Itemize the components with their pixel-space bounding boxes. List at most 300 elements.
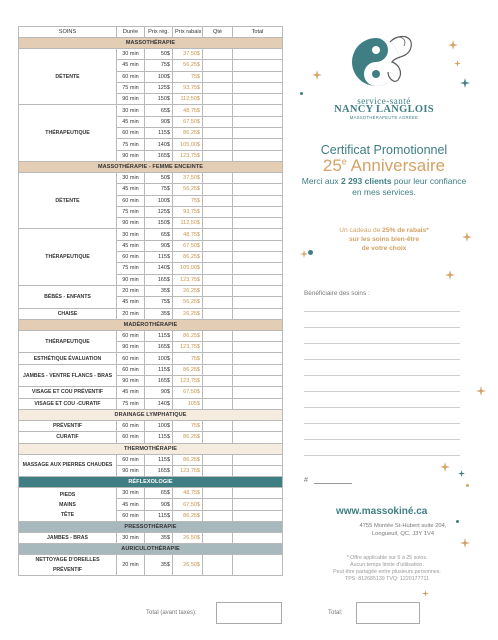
regular-price-cell: 35$ bbox=[145, 555, 173, 576]
duration-cell: 75 min bbox=[117, 139, 145, 150]
regular-price-cell: 100$ bbox=[145, 195, 173, 206]
discount-price-cell: 112,50$ bbox=[173, 94, 203, 105]
discount-price-cell: 93,75$ bbox=[173, 82, 203, 93]
duration-cell: 75 min bbox=[117, 206, 145, 217]
table-row bbox=[19, 555, 283, 576]
price-table bbox=[18, 26, 283, 576]
header-total: Total bbox=[233, 27, 283, 38]
beneficiary-line[interactable] bbox=[304, 375, 460, 376]
duration-cell: 90 min bbox=[117, 465, 145, 476]
treatment-name: NETTOYAGE D'OREILLES PRÉVENTIF bbox=[19, 555, 117, 576]
duration-cell: 60 min bbox=[117, 330, 145, 341]
regular-price-cell: 125$ bbox=[145, 82, 173, 93]
treatment-name: CURATIF bbox=[19, 432, 117, 443]
beneficiary-line[interactable] bbox=[304, 423, 460, 424]
discount-price-cell: 86,25$ bbox=[173, 128, 203, 139]
section-title: MASSOTHÉRAPIE bbox=[19, 38, 283, 49]
quantity-cell[interactable] bbox=[203, 510, 233, 521]
treatment-name: THÉRAPEUTIQUE bbox=[19, 105, 117, 161]
section-header-row bbox=[19, 161, 283, 172]
total-cell[interactable] bbox=[233, 71, 283, 82]
discount-price-cell: 123,75$ bbox=[173, 376, 203, 387]
duration-cell: 60 min bbox=[117, 71, 145, 82]
dot-decoration bbox=[466, 484, 469, 487]
regular-price-cell: 140$ bbox=[145, 398, 173, 409]
table-row bbox=[19, 432, 283, 443]
quantity-cell[interactable] bbox=[203, 308, 233, 319]
table-row bbox=[19, 330, 283, 341]
star-icon bbox=[448, 40, 458, 50]
certificate-number-field[interactable] bbox=[314, 483, 352, 484]
quantity-cell[interactable] bbox=[203, 252, 233, 263]
star-icon bbox=[460, 78, 470, 88]
anniversary-title bbox=[290, 156, 478, 176]
anniversary-ordinal: e bbox=[341, 156, 347, 167]
regular-price-cell: 75$ bbox=[145, 297, 173, 308]
treatment-name: DÉTENTE bbox=[19, 172, 117, 228]
brand-name: NANCY LANGLOIS bbox=[334, 104, 434, 115]
header-soins: SOINS bbox=[19, 27, 117, 38]
total-cell[interactable] bbox=[233, 432, 283, 443]
beneficiary-label: Bénéficiaire des soins : bbox=[304, 290, 370, 297]
table-row bbox=[19, 353, 283, 364]
duration-cell: 60 min bbox=[117, 432, 145, 443]
star-icon bbox=[422, 590, 429, 597]
duration-cell: 90 min bbox=[117, 342, 145, 353]
regular-price-cell: 90$ bbox=[145, 387, 173, 398]
regular-price-cell: 115$ bbox=[145, 252, 173, 263]
total-before-tax-field[interactable] bbox=[216, 602, 282, 624]
total-cell[interactable] bbox=[233, 150, 283, 161]
table-row bbox=[19, 387, 283, 398]
gift-discount: 25% de rabais* bbox=[382, 227, 429, 234]
total-cell[interactable] bbox=[233, 263, 283, 274]
regular-price-cell: 65$ bbox=[145, 229, 173, 240]
discount-price-cell: 86,25$ bbox=[173, 432, 203, 443]
quantity-cell[interactable] bbox=[203, 297, 233, 308]
total-cell[interactable] bbox=[233, 510, 283, 521]
section-title: RÉFLEXOLOGIE bbox=[19, 477, 283, 488]
total-cell[interactable] bbox=[233, 364, 283, 375]
duration-cell: 60 min bbox=[117, 510, 145, 521]
quantity-cell[interactable] bbox=[203, 353, 233, 364]
header-duree: Durée bbox=[117, 27, 145, 38]
discount-price-cell: 86,25$ bbox=[173, 364, 203, 375]
regular-price-cell: 90$ bbox=[145, 240, 173, 251]
regular-price-cell: 35$ bbox=[145, 308, 173, 319]
duration-cell: 20 min bbox=[117, 555, 145, 576]
quantity-cell[interactable] bbox=[203, 229, 233, 240]
star-icon bbox=[458, 470, 465, 477]
star-icon bbox=[300, 250, 308, 258]
quantity-cell[interactable] bbox=[203, 263, 233, 274]
quantity-cell[interactable] bbox=[203, 342, 233, 353]
duration-cell: 30 min bbox=[117, 532, 145, 543]
gift-pre: Un cadeau de bbox=[339, 227, 383, 234]
total-cell[interactable] bbox=[233, 94, 283, 105]
total-cell[interactable] bbox=[233, 330, 283, 341]
offer-line3: Peut être partagée entre plusieurs personnes. bbox=[333, 569, 441, 575]
discount-price-cell: 75$ bbox=[173, 420, 203, 431]
discount-price-cell: 123,75$ bbox=[173, 150, 203, 161]
total-cell[interactable] bbox=[233, 274, 283, 285]
treatment-name: JAMBES - VENTRE FLANCS - BRAS bbox=[19, 364, 117, 387]
section-header-row bbox=[19, 521, 283, 532]
total-cell[interactable] bbox=[233, 252, 283, 263]
quantity-cell[interactable] bbox=[203, 398, 233, 409]
treatment-name: CHAISE bbox=[19, 308, 117, 319]
duration-cell: 20 min bbox=[117, 308, 145, 319]
duration-cell: 90 min bbox=[117, 376, 145, 387]
table-totals bbox=[18, 602, 282, 624]
star-icon bbox=[440, 462, 450, 472]
regular-price-cell: 35$ bbox=[145, 532, 173, 543]
section-title: AURICULOTHÉRAPIE bbox=[19, 544, 283, 555]
quantity-cell[interactable] bbox=[203, 330, 233, 341]
regular-price-cell: 115$ bbox=[145, 510, 173, 521]
anniversary-number: 25 bbox=[322, 156, 342, 175]
address-line1: 4755 Montée St-Hubert suite 204, bbox=[359, 523, 447, 529]
total-cell[interactable] bbox=[233, 105, 283, 116]
table-row bbox=[19, 488, 283, 499]
table-row bbox=[19, 105, 283, 116]
price-table-wrapper bbox=[18, 26, 282, 576]
duration-cell: 45 min bbox=[117, 387, 145, 398]
quantity-cell[interactable] bbox=[203, 218, 233, 229]
duration-cell: 30 min bbox=[117, 488, 145, 499]
duration-cell: 90 min bbox=[117, 218, 145, 229]
total-cell[interactable] bbox=[233, 398, 283, 409]
regular-price-cell: 65$ bbox=[145, 488, 173, 499]
table-row bbox=[19, 308, 283, 319]
discount-price-cell: 56,25$ bbox=[173, 297, 203, 308]
beneficiary-line[interactable] bbox=[304, 359, 460, 360]
quantity-cell[interactable] bbox=[203, 555, 233, 576]
regular-price-cell: 165$ bbox=[145, 150, 173, 161]
duration-cell: 60 min bbox=[117, 195, 145, 206]
total-cell[interactable] bbox=[233, 218, 283, 229]
duration-cell: 45 min bbox=[117, 60, 145, 71]
duration-cell: 20 min bbox=[117, 285, 145, 296]
discount-price-cell: 105$ bbox=[173, 398, 203, 409]
table-header-row bbox=[19, 27, 283, 38]
section-title: THERMOTHÉRAPIE bbox=[19, 443, 283, 454]
section-header-row bbox=[19, 319, 283, 330]
total-cell[interactable] bbox=[233, 454, 283, 465]
total-cell[interactable] bbox=[233, 49, 283, 60]
table-row bbox=[19, 229, 283, 240]
total-cell[interactable] bbox=[233, 116, 283, 127]
discount-price-cell: 56,25$ bbox=[173, 184, 203, 195]
duration-cell: 45 min bbox=[117, 499, 145, 510]
quantity-cell[interactable] bbox=[203, 195, 233, 206]
duration-cell: 45 min bbox=[117, 240, 145, 251]
table-row bbox=[19, 172, 283, 183]
beneficiary-line[interactable] bbox=[304, 311, 460, 312]
logo-icon bbox=[342, 28, 422, 94]
duration-cell: 30 min bbox=[117, 229, 145, 240]
beneficiary-line[interactable] bbox=[304, 343, 460, 344]
brand-service-sante: service-santé bbox=[357, 96, 411, 106]
discount-price-cell: 26,25$ bbox=[173, 308, 203, 319]
total-cell[interactable] bbox=[233, 139, 283, 150]
certificate-panel bbox=[290, 0, 498, 640]
regular-price-cell: 150$ bbox=[145, 94, 173, 105]
regular-price-cell: 165$ bbox=[145, 376, 173, 387]
total-cell[interactable] bbox=[233, 499, 283, 510]
discount-price-cell: 48,75$ bbox=[173, 105, 203, 116]
certificate-title: Certificat Promotionnel bbox=[320, 143, 448, 157]
duration-cell: 30 min bbox=[117, 49, 145, 60]
treatment-name: BÉBÉS - ENFANTS bbox=[19, 285, 117, 308]
duration-cell: 75 min bbox=[117, 82, 145, 93]
discount-price-cell: 86,25$ bbox=[173, 252, 203, 263]
offer-line2: Aucun temps limite d'utilisation. bbox=[350, 562, 424, 568]
discount-price-cell: 75$ bbox=[173, 353, 203, 364]
offer-line4: TPS: 812685139 TVQ: 1220177711 bbox=[344, 576, 430, 582]
regular-price-cell: 115$ bbox=[145, 128, 173, 139]
regular-price-cell: 90$ bbox=[145, 116, 173, 127]
discount-price-cell: 67,50$ bbox=[173, 387, 203, 398]
table-row bbox=[19, 285, 283, 296]
header-qte: Qté bbox=[203, 27, 233, 38]
duration-cell: 30 min bbox=[117, 105, 145, 116]
total-cell[interactable] bbox=[233, 353, 283, 364]
duration-cell: 45 min bbox=[117, 184, 145, 195]
total-cell[interactable] bbox=[233, 195, 283, 206]
discount-price-cell: 86,25$ bbox=[173, 330, 203, 341]
total-cell[interactable] bbox=[233, 420, 283, 431]
beneficiary-line[interactable] bbox=[304, 407, 460, 408]
total-cell[interactable] bbox=[233, 532, 283, 543]
discount-price-cell: 123,75$ bbox=[173, 342, 203, 353]
total-cell[interactable] bbox=[233, 184, 283, 195]
section-title: DRAINAGE LYMPHATIQUE bbox=[19, 409, 283, 420]
duration-cell: 90 min bbox=[117, 94, 145, 105]
regular-price-cell: 165$ bbox=[145, 274, 173, 285]
discount-price-cell: 93,75$ bbox=[173, 206, 203, 217]
discount-price-cell: 67,50$ bbox=[173, 116, 203, 127]
discount-price-cell: 37,50$ bbox=[173, 172, 203, 183]
quantity-cell[interactable] bbox=[203, 206, 233, 217]
quantity-cell[interactable] bbox=[203, 240, 233, 251]
gift-text bbox=[310, 226, 458, 253]
total-cell[interactable] bbox=[233, 297, 283, 308]
discount-price-cell: 37,50$ bbox=[173, 49, 203, 60]
duration-cell: 75 min bbox=[117, 263, 145, 274]
star-icon bbox=[312, 70, 322, 80]
quantity-cell[interactable] bbox=[203, 499, 233, 510]
address bbox=[328, 522, 478, 538]
treatment-name: PIEDS MAINS TÊTE bbox=[19, 488, 117, 522]
price-table-body bbox=[19, 38, 283, 576]
quantity-cell[interactable] bbox=[203, 150, 233, 161]
table-row bbox=[19, 398, 283, 409]
section-header-row bbox=[19, 443, 283, 454]
section-header-row bbox=[19, 544, 283, 555]
duration-cell: 60 min bbox=[117, 420, 145, 431]
offer-line1: * Offre applicable sur 5 à 25 soins. bbox=[346, 555, 428, 561]
discount-price-cell: 105,00$ bbox=[173, 263, 203, 274]
treatment-name: THÉRAPEUTIQUE bbox=[19, 330, 117, 353]
quantity-cell[interactable] bbox=[203, 364, 233, 375]
discount-price-cell: 86,25$ bbox=[173, 510, 203, 521]
section-title: PRESSOTHÉRAPIE bbox=[19, 521, 283, 532]
table-row bbox=[19, 454, 283, 465]
section-header-row bbox=[19, 409, 283, 420]
quantity-cell[interactable] bbox=[203, 432, 233, 443]
gift-line2: sur les soins bien-être bbox=[349, 236, 419, 243]
total-cell[interactable] bbox=[233, 60, 283, 71]
section-header-row bbox=[19, 477, 283, 488]
total-label: Total: bbox=[328, 610, 343, 616]
discount-price-cell: 75$ bbox=[173, 71, 203, 82]
total-cell[interactable] bbox=[233, 240, 283, 251]
brand-title: MASSOTHÉRAPEUTE AGRÉÉE bbox=[349, 115, 419, 120]
duration-cell: 60 min bbox=[117, 252, 145, 263]
treatment-name: THÉRAPEUTIQUE bbox=[19, 229, 117, 285]
treatment-name: DÉTENTE bbox=[19, 49, 117, 105]
regular-price-cell: 115$ bbox=[145, 454, 173, 465]
regular-price-cell: 115$ bbox=[145, 330, 173, 341]
treatment-name: MASSAGE AUX PIERRES CHAUDES bbox=[19, 454, 117, 477]
total-cell[interactable] bbox=[233, 172, 283, 183]
quantity-cell[interactable] bbox=[203, 60, 233, 71]
duration-cell: 60 min bbox=[117, 454, 145, 465]
duration-cell: 90 min bbox=[117, 274, 145, 285]
beneficiary-line[interactable] bbox=[304, 439, 460, 440]
address-line2: Longueuil, QC, J3Y 1V4 bbox=[371, 531, 435, 537]
beneficiary-line[interactable] bbox=[304, 327, 460, 328]
quantity-cell[interactable] bbox=[203, 465, 233, 476]
quantity-cell[interactable] bbox=[203, 285, 233, 296]
quantity-cell[interactable] bbox=[203, 105, 233, 116]
total-cell[interactable] bbox=[233, 128, 283, 139]
total-cell[interactable] bbox=[233, 308, 283, 319]
dot-decoration bbox=[300, 92, 303, 95]
discount-price-cell: 123,75$ bbox=[173, 465, 203, 476]
regular-price-cell: 100$ bbox=[145, 71, 173, 82]
regular-price-cell: 140$ bbox=[145, 139, 173, 150]
regular-price-cell: 75$ bbox=[145, 184, 173, 195]
duration-cell: 60 min bbox=[117, 353, 145, 364]
total-cell[interactable] bbox=[233, 206, 283, 217]
star-icon bbox=[462, 232, 472, 242]
merci-pre: Merci aux bbox=[301, 176, 341, 186]
regular-price-cell: 100$ bbox=[145, 420, 173, 431]
total-cell[interactable] bbox=[233, 229, 283, 240]
quantity-cell[interactable] bbox=[203, 488, 233, 499]
discount-price-cell: 112,50$ bbox=[173, 218, 203, 229]
dot-decoration bbox=[456, 520, 459, 523]
quantity-cell[interactable] bbox=[203, 274, 233, 285]
duration-cell: 60 min bbox=[117, 128, 145, 139]
regular-price-cell: 150$ bbox=[145, 218, 173, 229]
treatment-name: JAMBES - BRAS bbox=[19, 532, 117, 543]
quantity-cell[interactable] bbox=[203, 49, 233, 60]
treatment-name: PRÉVENTIF bbox=[19, 420, 117, 431]
star-icon bbox=[476, 386, 486, 396]
total-cell[interactable] bbox=[233, 342, 283, 353]
duration-cell: 30 min bbox=[117, 172, 145, 183]
total-cell[interactable] bbox=[233, 376, 283, 387]
quantity-cell[interactable] bbox=[203, 376, 233, 387]
quantity-cell[interactable] bbox=[203, 387, 233, 398]
discount-price-cell: 75$ bbox=[173, 195, 203, 206]
table-row bbox=[19, 420, 283, 431]
total-cell[interactable] bbox=[233, 488, 283, 499]
table-row bbox=[19, 49, 283, 60]
treatment-name: VISAGE ET COU -CURATIF bbox=[19, 398, 117, 409]
discount-price-cell: 56,25$ bbox=[173, 60, 203, 71]
total-cell[interactable] bbox=[233, 555, 283, 576]
total-cell[interactable] bbox=[233, 387, 283, 398]
quantity-cell[interactable] bbox=[203, 71, 233, 82]
regular-price-cell: 35$ bbox=[145, 285, 173, 296]
quantity-cell[interactable] bbox=[203, 139, 233, 150]
quantity-cell[interactable] bbox=[203, 82, 233, 93]
quantity-cell[interactable] bbox=[203, 184, 233, 195]
discount-price-cell: 105,00$ bbox=[173, 139, 203, 150]
total-cell[interactable] bbox=[233, 82, 283, 93]
regular-price-cell: 65$ bbox=[145, 105, 173, 116]
star-icon bbox=[445, 270, 455, 280]
discount-price-cell: 48,75$ bbox=[173, 229, 203, 240]
discount-price-cell: 26,50$ bbox=[173, 555, 203, 576]
offer-conditions bbox=[302, 555, 472, 583]
discount-price-cell: 26,50$ bbox=[173, 532, 203, 543]
regular-price-cell: 90$ bbox=[145, 499, 173, 510]
client-count: 2 293 clients bbox=[340, 176, 392, 186]
quantity-cell[interactable] bbox=[203, 532, 233, 543]
total-field[interactable] bbox=[356, 602, 420, 624]
header-prix-rabais: Prix rabais bbox=[173, 27, 203, 38]
dot-decoration bbox=[308, 250, 313, 255]
table-row bbox=[19, 364, 283, 375]
discount-price-cell: 67,50$ bbox=[173, 499, 203, 510]
discount-price-cell: 86,25$ bbox=[173, 454, 203, 465]
quantity-cell[interactable] bbox=[203, 128, 233, 139]
beneficiary-line[interactable] bbox=[304, 391, 460, 392]
section-header-row bbox=[19, 38, 283, 49]
total-before-tax-label: Total (avant taxes): bbox=[146, 610, 197, 616]
discount-price-cell: 123,75$ bbox=[173, 274, 203, 285]
section-title: MADÉROTHÉRAPIE bbox=[19, 319, 283, 330]
treatment-name: VISAGE ET COU PRÉVENTIF bbox=[19, 387, 117, 398]
table-row bbox=[19, 532, 283, 543]
discount-price-cell: 26,25$ bbox=[173, 285, 203, 296]
regular-price-cell: 50$ bbox=[145, 49, 173, 60]
total-cell[interactable] bbox=[233, 285, 283, 296]
anniversary-word: Anniversaire bbox=[350, 156, 446, 175]
regular-price-cell: 115$ bbox=[145, 364, 173, 375]
quantity-cell[interactable] bbox=[203, 172, 233, 183]
duration-cell: 75 min bbox=[117, 398, 145, 409]
regular-price-cell: 115$ bbox=[145, 432, 173, 443]
header-prix-reg: Prix rég. bbox=[145, 27, 173, 38]
discount-price-cell: 48,75$ bbox=[173, 488, 203, 499]
total-cell[interactable] bbox=[233, 465, 283, 476]
duration-cell: 45 min bbox=[117, 116, 145, 127]
regular-price-cell: 75$ bbox=[145, 60, 173, 71]
website-link[interactable]: www.massokiné.ca bbox=[336, 506, 428, 517]
quantity-cell[interactable] bbox=[203, 116, 233, 127]
quantity-cell[interactable] bbox=[203, 94, 233, 105]
quantity-cell[interactable] bbox=[203, 454, 233, 465]
duration-cell: 45 min bbox=[117, 297, 145, 308]
quantity-cell[interactable] bbox=[203, 420, 233, 431]
beneficiary-line[interactable] bbox=[304, 455, 460, 456]
